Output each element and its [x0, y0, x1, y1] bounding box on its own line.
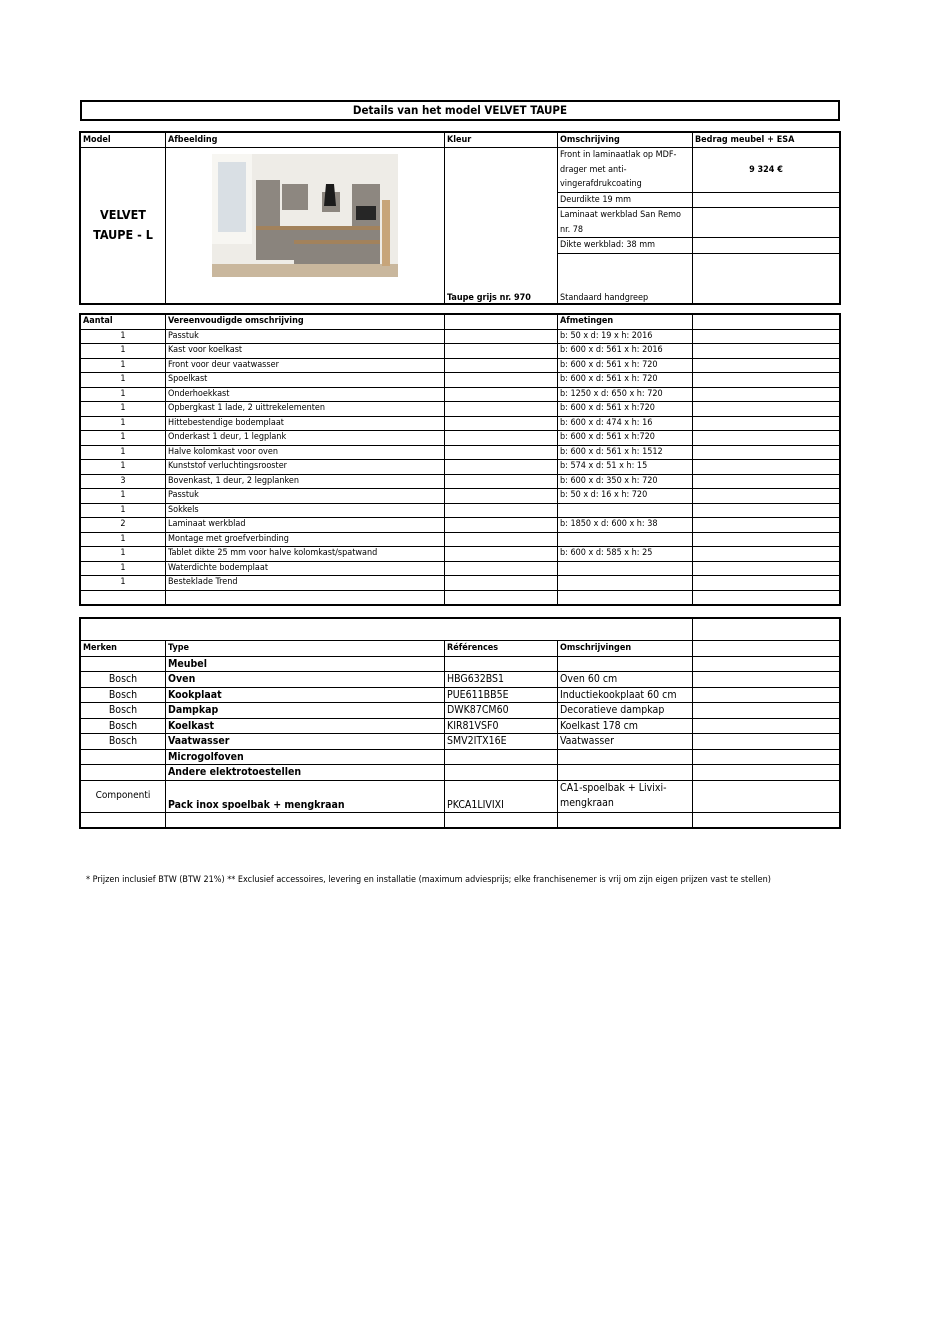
- header-type: Type: [166, 641, 445, 657]
- appliance-brand: Bosch: [81, 718, 166, 734]
- kitchen-image: [212, 154, 398, 277]
- component-desc: [166, 590, 445, 605]
- empty-cell: [693, 703, 840, 719]
- empty-cell: [693, 416, 840, 431]
- empty-cell: [445, 329, 558, 344]
- empty-cell: [693, 402, 840, 417]
- component-dims: b: 600 x d: 561 x h: 720: [558, 373, 693, 388]
- component-dims: b: 574 x d: 51 x h: 15: [558, 460, 693, 475]
- component-qty: 1: [81, 503, 166, 518]
- appliance-row: [81, 718, 840, 734]
- appliance-type: Oven: [166, 672, 445, 688]
- description-5: Standaard handgreep: [558, 253, 693, 303]
- component-desc: Onderhoekkast: [166, 387, 445, 402]
- component-dims: b: 50 x d: 19 x h: 2016: [558, 329, 693, 344]
- header-afbeelding: Afbeelding: [166, 133, 445, 148]
- empty-cell: [693, 547, 840, 562]
- empty-cell: [693, 329, 840, 344]
- description-4: Dikte werkblad: 38 mm: [558, 238, 693, 254]
- empty-cell: [445, 489, 558, 504]
- appliance-ref: SMV2ITX16E: [445, 734, 558, 750]
- component-desc: Laminaat werkblad: [166, 518, 445, 533]
- empty-cell: [693, 576, 840, 591]
- empty-cell: [445, 561, 558, 576]
- appliance-row: [81, 672, 840, 688]
- empty-cell: [693, 431, 840, 446]
- empty-cell: [693, 734, 840, 750]
- empty-cell: [445, 547, 558, 562]
- header-references: Références: [445, 641, 558, 657]
- empty-cell: [693, 561, 840, 576]
- component-desc: Passtuk: [166, 489, 445, 504]
- component-dims: [558, 561, 693, 576]
- model-details-table: [80, 132, 840, 304]
- component-desc: Halve kolomkast voor oven: [166, 445, 445, 460]
- empty-cell: [693, 503, 840, 518]
- component-dims: b: 600 x d: 561 x h: 1512: [558, 445, 693, 460]
- appliance-ref: [445, 749, 558, 765]
- appliance-desc: Inductiekookplaat 60 cm: [558, 687, 693, 703]
- component-brand: Componenti: [81, 780, 166, 812]
- appliance-brand: Bosch: [81, 687, 166, 703]
- empty-cell: [693, 474, 840, 489]
- appliances-table: [80, 618, 840, 828]
- empty-cell: [693, 532, 840, 547]
- component-row: [81, 503, 840, 518]
- component-qty: 1: [81, 445, 166, 460]
- empty-cell: [445, 373, 558, 388]
- component-desc: Sokkels: [166, 503, 445, 518]
- component-desc: Onderkast 1 deur, 1 legplank: [166, 431, 445, 446]
- header-afmetingen: Afmetingen: [558, 315, 693, 330]
- component-desc: Opbergkast 1 lade, 2 uittrekelementen: [166, 402, 445, 417]
- appliance-ref: HBG632BS1: [445, 672, 558, 688]
- component-desc: Waterdichte bodemplaat: [166, 561, 445, 576]
- empty-cell: [445, 416, 558, 431]
- component-desc: Front voor deur vaatwasser: [166, 358, 445, 373]
- component-qty: 3: [81, 474, 166, 489]
- component-dims: [558, 503, 693, 518]
- component-qty: 1: [81, 460, 166, 475]
- component-dims: [558, 532, 693, 547]
- appliance-desc: [558, 656, 693, 672]
- empty-cell: [693, 358, 840, 373]
- appliance-ref: [445, 656, 558, 672]
- appliance-row: [81, 749, 840, 765]
- header-model: Model: [81, 133, 166, 148]
- appliance-row: [81, 687, 840, 703]
- image-cell: [166, 148, 445, 304]
- appliance-ref: PUE611BB5E: [445, 687, 558, 703]
- appliance-brand: [81, 656, 166, 672]
- component-row: [81, 445, 840, 460]
- component-row: [81, 547, 840, 562]
- footnote: * Prijzen inclusief BTW (BTW 21%) ** Exclusief accessoires, levering en installatie (maximum adviesprijs; elke franchisenemer is vrij om zijn eigen prijzen vast te stellen): [86, 875, 771, 885]
- empty-cell: [693, 672, 840, 688]
- component-qty: 1: [81, 576, 166, 591]
- appliance-desc: [558, 765, 693, 781]
- component-dims: b: 50 x d: 16 x h: 720: [558, 489, 693, 504]
- page-title: Details van het model VELVET TAUPE: [80, 100, 840, 121]
- component-qty: 1: [81, 416, 166, 431]
- component-row: [81, 344, 840, 359]
- component-dims: [558, 576, 693, 591]
- appliance-brand: [81, 749, 166, 765]
- description-3: Laminaat werkblad San Remo nr. 78: [558, 208, 693, 238]
- component-qty: 1: [81, 532, 166, 547]
- appliance-type: Vaatwasser: [166, 734, 445, 750]
- appliance-desc: Koelkast 178 cm: [558, 718, 693, 734]
- empty-cell: [693, 373, 840, 388]
- component-desc: Kast voor koelkast: [166, 344, 445, 359]
- component-qty: 1: [81, 387, 166, 402]
- component-dims: b: 1850 x d: 600 x h: 38: [558, 518, 693, 533]
- component-qty: 1: [81, 431, 166, 446]
- empty-cell: [445, 402, 558, 417]
- component-dims: b: 600 x d: 474 x h: 16: [558, 416, 693, 431]
- component-desc: Besteklade Trend: [166, 576, 445, 591]
- component-desc: Tablet dikte 25 mm voor halve kolomkast/spatwand: [166, 547, 445, 562]
- appliance-type: Kookplaat: [166, 687, 445, 703]
- component-dims: b: 600 x d: 561 x h:720: [558, 431, 693, 446]
- empty-cell: [693, 656, 840, 672]
- component-qty: 1: [81, 547, 166, 562]
- component-desc: Hittebestendige bodemplaat: [166, 416, 445, 431]
- component-qty: 1: [81, 358, 166, 373]
- component-dims: b: 600 x d: 350 x h: 720: [558, 474, 693, 489]
- component-desc: Bovenkast, 1 deur, 2 legplanken: [166, 474, 445, 489]
- component-dims: b: 600 x d: 561 x h:720: [558, 402, 693, 417]
- component-ref: PKCA1LIVIXI: [445, 780, 558, 812]
- appliance-desc: [558, 749, 693, 765]
- appliance-desc: Decoratieve dampkap: [558, 703, 693, 719]
- appliance-desc: Oven 60 cm: [558, 672, 693, 688]
- empty-cell: [445, 358, 558, 373]
- appliance-ref: KIR81VSF0: [445, 718, 558, 734]
- appliance-brand: Bosch: [81, 734, 166, 750]
- component-dims: [558, 590, 693, 605]
- component-qty: 1: [81, 329, 166, 344]
- component-row: [81, 431, 840, 446]
- empty-cell: [445, 460, 558, 475]
- empty-cell: [445, 387, 558, 402]
- empty-cell: [693, 489, 840, 504]
- appliance-row: [81, 765, 840, 781]
- empty-cell: [693, 687, 840, 703]
- component-qty: 1: [81, 373, 166, 388]
- empty-cell: [445, 431, 558, 446]
- empty-cell: [693, 590, 840, 605]
- header-omschrijving: Omschrijving: [558, 133, 693, 148]
- header-kleur: Kleur: [445, 133, 558, 148]
- component-row: [81, 402, 840, 417]
- empty-cell: [445, 344, 558, 359]
- empty-cell: [445, 518, 558, 533]
- component-qty: [81, 590, 166, 605]
- appliance-ref: DWK87CM60: [445, 703, 558, 719]
- appliance-type: Microgolfoven: [166, 749, 445, 765]
- empty-cell: [693, 460, 840, 475]
- component-desc: Montage met groefverbinding: [166, 532, 445, 547]
- appliance-type: Andere elektrotoestellen: [166, 765, 445, 781]
- appliance-row: [81, 703, 840, 719]
- empty-cell: [445, 590, 558, 605]
- component-desc: Kunststof verluchtingsrooster: [166, 460, 445, 475]
- appliance-desc: Vaatwasser: [558, 734, 693, 750]
- model-name: VELVET TAUPE - L: [81, 148, 166, 304]
- component-row: [81, 561, 840, 576]
- description-1: Front in laminaatlak op MDF-drager met anti-vingerafdrukcoating: [558, 148, 693, 193]
- component-desc: CA1-spoelbak + Livixi-mengkraan: [558, 780, 693, 812]
- component-dims: b: 1250 x d: 650 x h: 720: [558, 387, 693, 402]
- component-type: Pack inox spoelbak + mengkraan: [166, 780, 445, 812]
- appliance-type: Dampkap: [166, 703, 445, 719]
- empty-cell: [445, 576, 558, 591]
- component-row: [81, 387, 840, 402]
- component-row: [81, 576, 840, 591]
- component-row: [81, 590, 840, 605]
- appliance-brand: [81, 765, 166, 781]
- component-row: [81, 489, 840, 504]
- empty-cell: [445, 445, 558, 460]
- component-row: [81, 416, 840, 431]
- empty-cell: [445, 532, 558, 547]
- empty-cell: [693, 718, 840, 734]
- description-2: Deurdikte 19 mm: [558, 192, 693, 208]
- appliance-row: [81, 656, 840, 672]
- header-bedrag: Bedrag meubel + ESA: [693, 133, 840, 148]
- component-dims: b: 600 x d: 585 x h: 25: [558, 547, 693, 562]
- component-qty: 1: [81, 402, 166, 417]
- empty-cell: [693, 518, 840, 533]
- component-qty: 1: [81, 344, 166, 359]
- component-qty: 1: [81, 489, 166, 504]
- component-qty: 1: [81, 561, 166, 576]
- component-row: [81, 518, 840, 533]
- empty-cell: [445, 474, 558, 489]
- appliance-brand: Bosch: [81, 703, 166, 719]
- price: 9 324 €: [693, 148, 840, 193]
- component-row: [81, 373, 840, 388]
- component-row: [81, 474, 840, 489]
- appliance-ref: [445, 765, 558, 781]
- component-dims: b: 600 x d: 561 x h: 720: [558, 358, 693, 373]
- component-row: [81, 532, 840, 547]
- header-merken: Merken: [81, 641, 166, 657]
- empty-cell: [693, 749, 840, 765]
- header-omschrijvingen: Omschrijvingen: [558, 641, 693, 657]
- empty-cell: [693, 765, 840, 781]
- component-row: [81, 329, 840, 344]
- empty-cell: [693, 344, 840, 359]
- component-desc: Passtuk: [166, 329, 445, 344]
- appliance-type: Meubel: [166, 656, 445, 672]
- appliance-brand: Bosch: [81, 672, 166, 688]
- empty-cell: [693, 445, 840, 460]
- empty-cell: [445, 503, 558, 518]
- empty-cell: [693, 387, 840, 402]
- component-row: [81, 358, 840, 373]
- component-row: [81, 460, 840, 475]
- component-qty: 2: [81, 518, 166, 533]
- color-cell: Taupe grijs nr. 970: [445, 148, 558, 304]
- appliance-type: Koelkast: [166, 718, 445, 734]
- components-table: [80, 314, 840, 605]
- header-aantal: Aantal: [81, 315, 166, 330]
- component-desc: Spoelkast: [166, 373, 445, 388]
- component-dims: b: 600 x d: 561 x h: 2016: [558, 344, 693, 359]
- header-vereenvoudigde-omschrijving: Vereenvoudigde omschrijving: [166, 315, 445, 330]
- appliance-row: [81, 734, 840, 750]
